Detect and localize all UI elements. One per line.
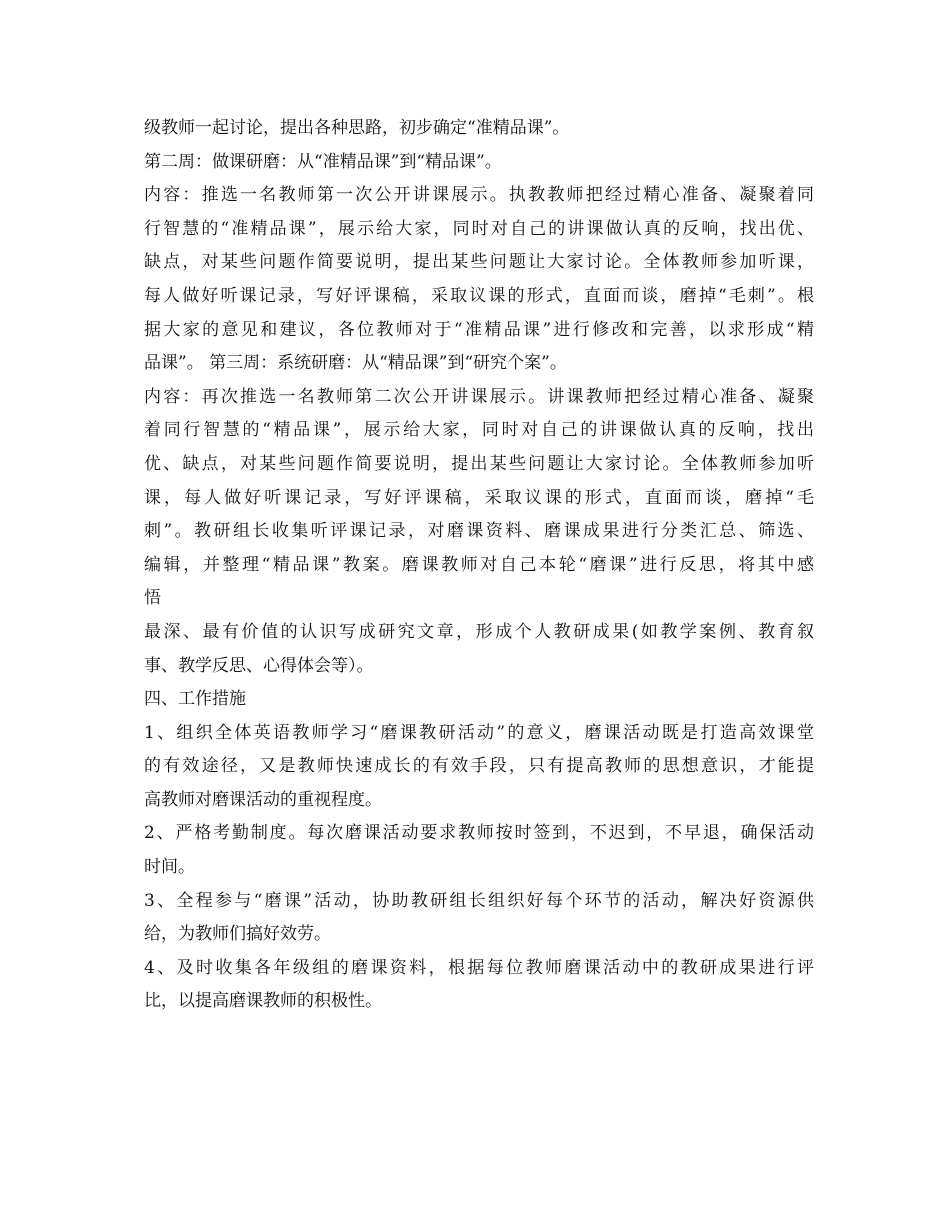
text-line: 优、缺点，对某些问题作简要说明，提出某些问题让大家讨论。全体教师参加听: [144, 453, 814, 474]
text-line: 3、全程参与“磨课”活动，协助教研组长组织好每个环节的活动，解决好资源供: [144, 890, 814, 911]
text-line: 据大家的意见和建议，各位教师对于“准精品课”进行修改和完善，以求形成“精: [144, 319, 814, 340]
text-line: 给，为教师们搞好效劳。: [144, 924, 331, 945]
text-line: 内容：推选一名教师第一次公开讲课展示。执教教师把经过精心准备、凝聚着同: [144, 185, 814, 206]
text-line: 的有效途径，又是教师快速成长的有效手段，只有提高教师的思想意识，才能提: [144, 756, 814, 777]
text-line: 刺”。教研组长收集听评课记录，对磨课资料、磨课成果进行分类汇总、筛选、: [144, 521, 814, 542]
text-line: 内容：再次推选一名教师第二次公开讲课展示。讲课教师把经过精心准备、凝聚: [144, 386, 814, 407]
section-heading: 四、工作措施: [144, 689, 246, 710]
text-line: 行智慧的“准精品课”，展示给大家，同时对自己的讲课做认真的反响，找出优、: [144, 218, 814, 239]
text-line: 时间。: [144, 857, 195, 878]
text-line: 最深、最有价值的认识写成研究文章，形成个人教研成果(如教学案例、教育叙: [144, 621, 814, 642]
text-line: 品课”。 第三周：系统研磨：从“精品课”到“研究个案”。: [144, 353, 567, 374]
text-line: 悟: [144, 588, 161, 609]
text-line: 编辑，并整理“精品课”教案。磨课教师对自己本轮“磨课”进行反思，将其中感: [144, 554, 814, 575]
text-line: 缺点，对某些问题作简要说明，提出某些问题让大家讨论。全体教师参加听课，: [144, 252, 814, 273]
text-line: 课，每人做好听课记录，写好评课稿，采取议课的形式，直面而谈，磨掉“毛: [144, 487, 814, 508]
text-line: 每人做好听课记录，写好评课稿，采取议课的形式，直面而谈，磨掉“毛刺”。根: [144, 285, 814, 306]
text-line: 比，以提高磨课教师的积极性。: [144, 991, 382, 1012]
text-line: 2、严格考勤制度。每次磨课活动要求教师按时签到，不迟到，不早退，确保活动: [144, 823, 814, 844]
body-text: [144, 112, 814, 1019]
text-line: 4、及时收集各年级组的磨课资料，根据每位教师磨课活动中的教研成果进行评: [144, 957, 814, 978]
text-line: 着同行智慧的“精品课”，展示给大家，同时对自己的讲课做认真的反响，找出: [144, 420, 814, 441]
text-line: 级教师一起讨论，提出各种思路，初步确定“准精品课”。: [144, 118, 570, 138]
text-line: 第二周：做课研磨：从“准精品课”到“精品课”。: [144, 151, 502, 172]
text-line: 事、教学反思、心得体会等）。: [144, 655, 374, 676]
text-line: 高教师对磨课活动的重视程度。: [144, 789, 382, 810]
text-line: 1、组织全体英语教师学习“磨课教研活动”的意义，磨课活动既是打造高效课堂: [144, 722, 814, 743]
